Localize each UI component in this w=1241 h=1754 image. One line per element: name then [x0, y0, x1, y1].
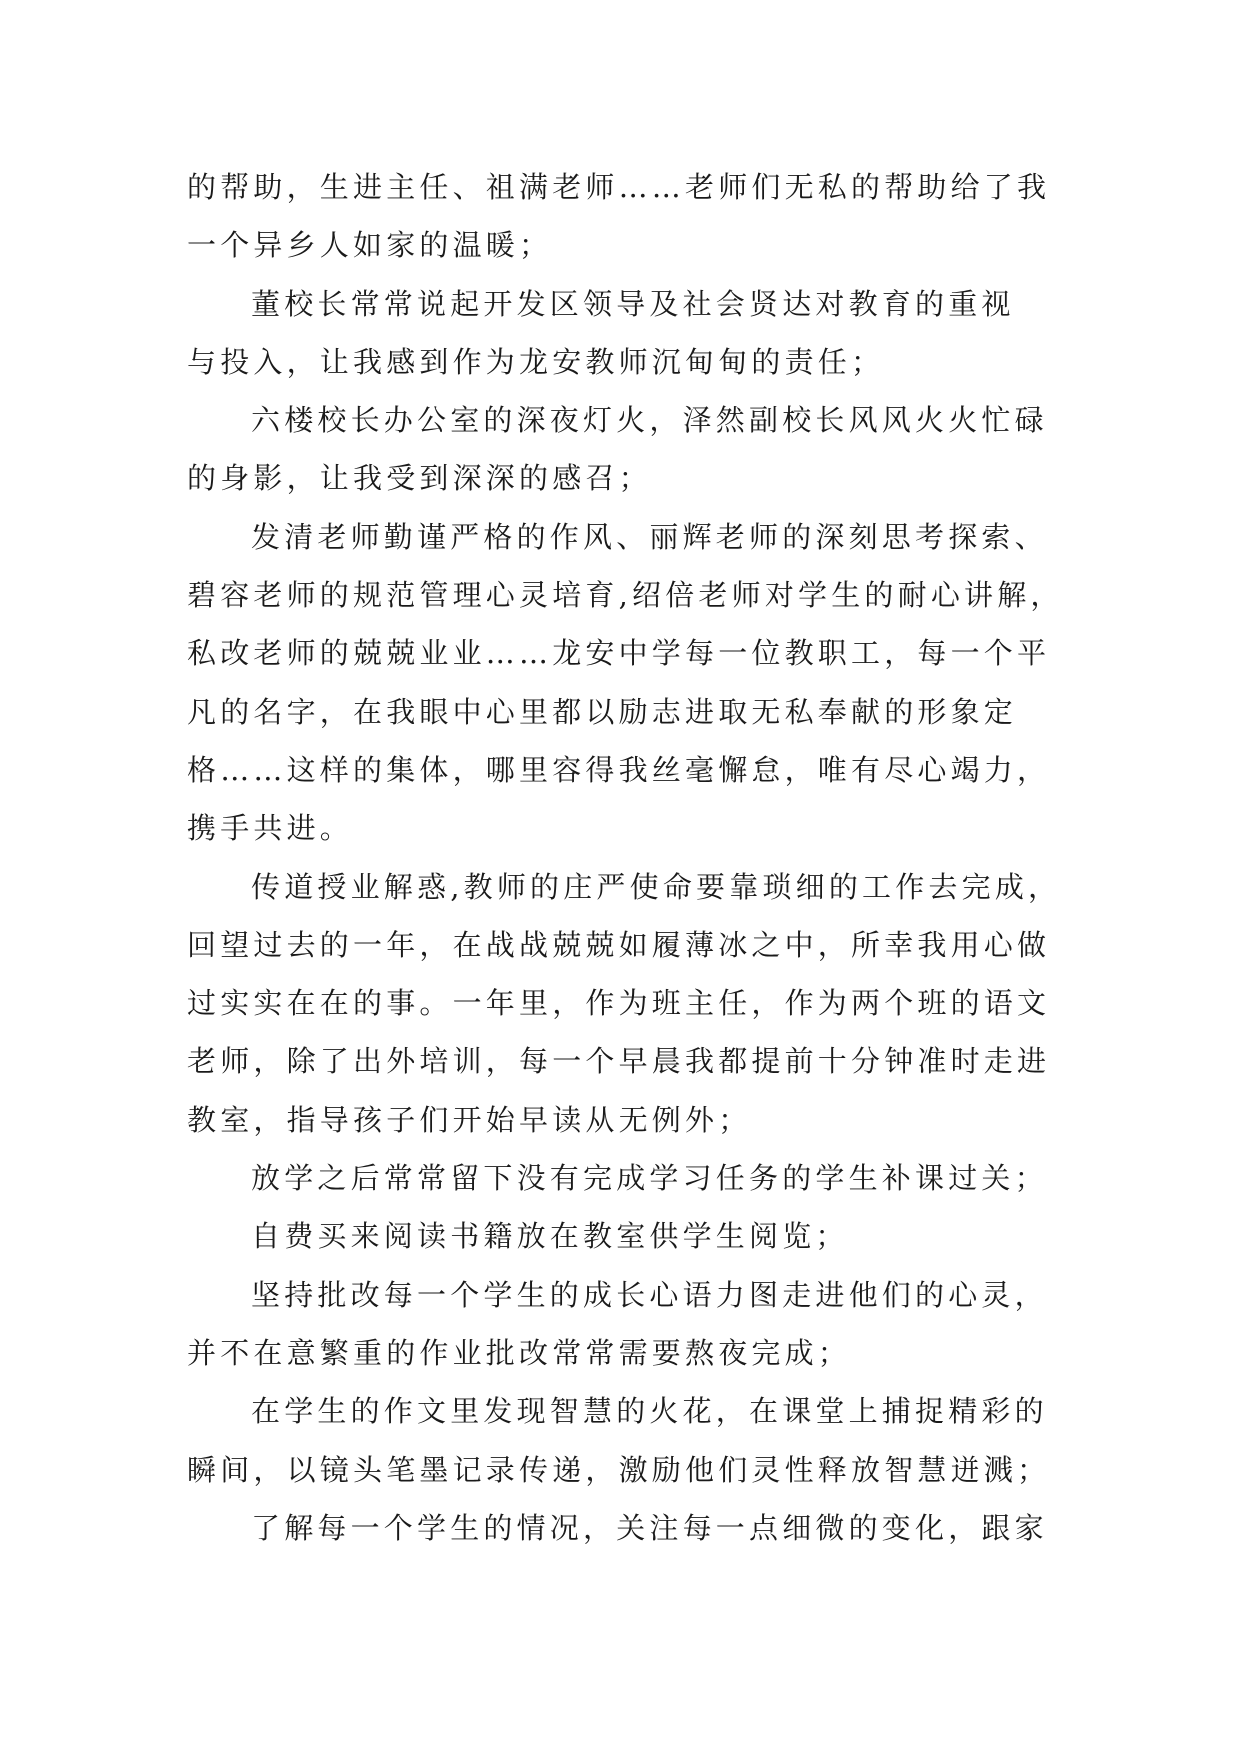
text-line: 一个异乡人如家的温暖； — [187, 228, 553, 263]
text-line: 了解每一个学生的情况，关注每一点细微的变化，跟家 — [251, 1510, 1048, 1545]
text-line: 的帮助，生进主任、祖满老师……老师们无私的帮助给了我 — [187, 170, 1051, 204]
text-line: 放学之后常常留下没有完成学习任务的学生补课过关； — [251, 1161, 1048, 1196]
text-line: 在学生的作文里发现智慧的火花，在课堂上捕捉精彩的 — [251, 1394, 1048, 1429]
text-line: 碧容老师的规范管理心灵培育,绍倍老师对学生的耐心讲解， — [187, 578, 1064, 613]
text-line: 瞬间，以镜头笔墨记录传递，激励他们灵性释放智慧迸溅； — [187, 1452, 1051, 1487]
text-line: 的身影，让我受到深深的感召； — [187, 461, 652, 496]
text-line: 发清老师勤谨严格的作风、丽辉老师的深刻思考探索、 — [251, 519, 1048, 554]
text-line: 坚持批改每一个学生的成长心语力图走进他们的心灵， — [251, 1277, 1048, 1312]
text-line: 携手共进。 — [187, 811, 354, 846]
text-line: 董校长常常说起开发区领导及社会贤达对教育的重视 — [251, 286, 1015, 321]
text-line: 并不在意繁重的作业批改常常需要熬夜完成； — [187, 1335, 852, 1370]
text-line: 凡的名字，在我眼中心里都以励志进取无私奉献的形象定 — [187, 694, 1018, 729]
text-line: 私改老师的兢兢业业……龙安中学每一位教职工，每一个平 — [187, 636, 1051, 671]
text-line: 与投入，让我感到作为龙安教师沉甸甸的责任； — [187, 344, 885, 379]
text-line: 六楼校长办公室的深夜灯火，泽然副校长风风火火忙碌 — [251, 403, 1048, 438]
text-line: 教室，指导孩子们开始早读从无例外； — [187, 1102, 752, 1137]
text-line: 回望过去的一年，在战战兢兢如履薄冰之中，所幸我用心做 — [187, 927, 1051, 962]
text-line: 自费买来阅读书籍放在教室供学生阅览； — [251, 1219, 849, 1254]
text-line: 过实实在在的事。一年里，作为班主任，作为两个班的语文 — [187, 986, 1051, 1021]
text-line: 格……这样的集体，哪里容得我丝毫懈怠，唯有尽心竭力， — [187, 752, 1051, 787]
text-line: 传道授业解惑,教师的庄严使命要靠琐细的工作去完成， — [251, 869, 1062, 904]
text-line: 老师，除了出外培训，每一个早晨我都提前十分钟准时走进 — [187, 1044, 1051, 1079]
body-text — [187, 158, 1067, 1557]
